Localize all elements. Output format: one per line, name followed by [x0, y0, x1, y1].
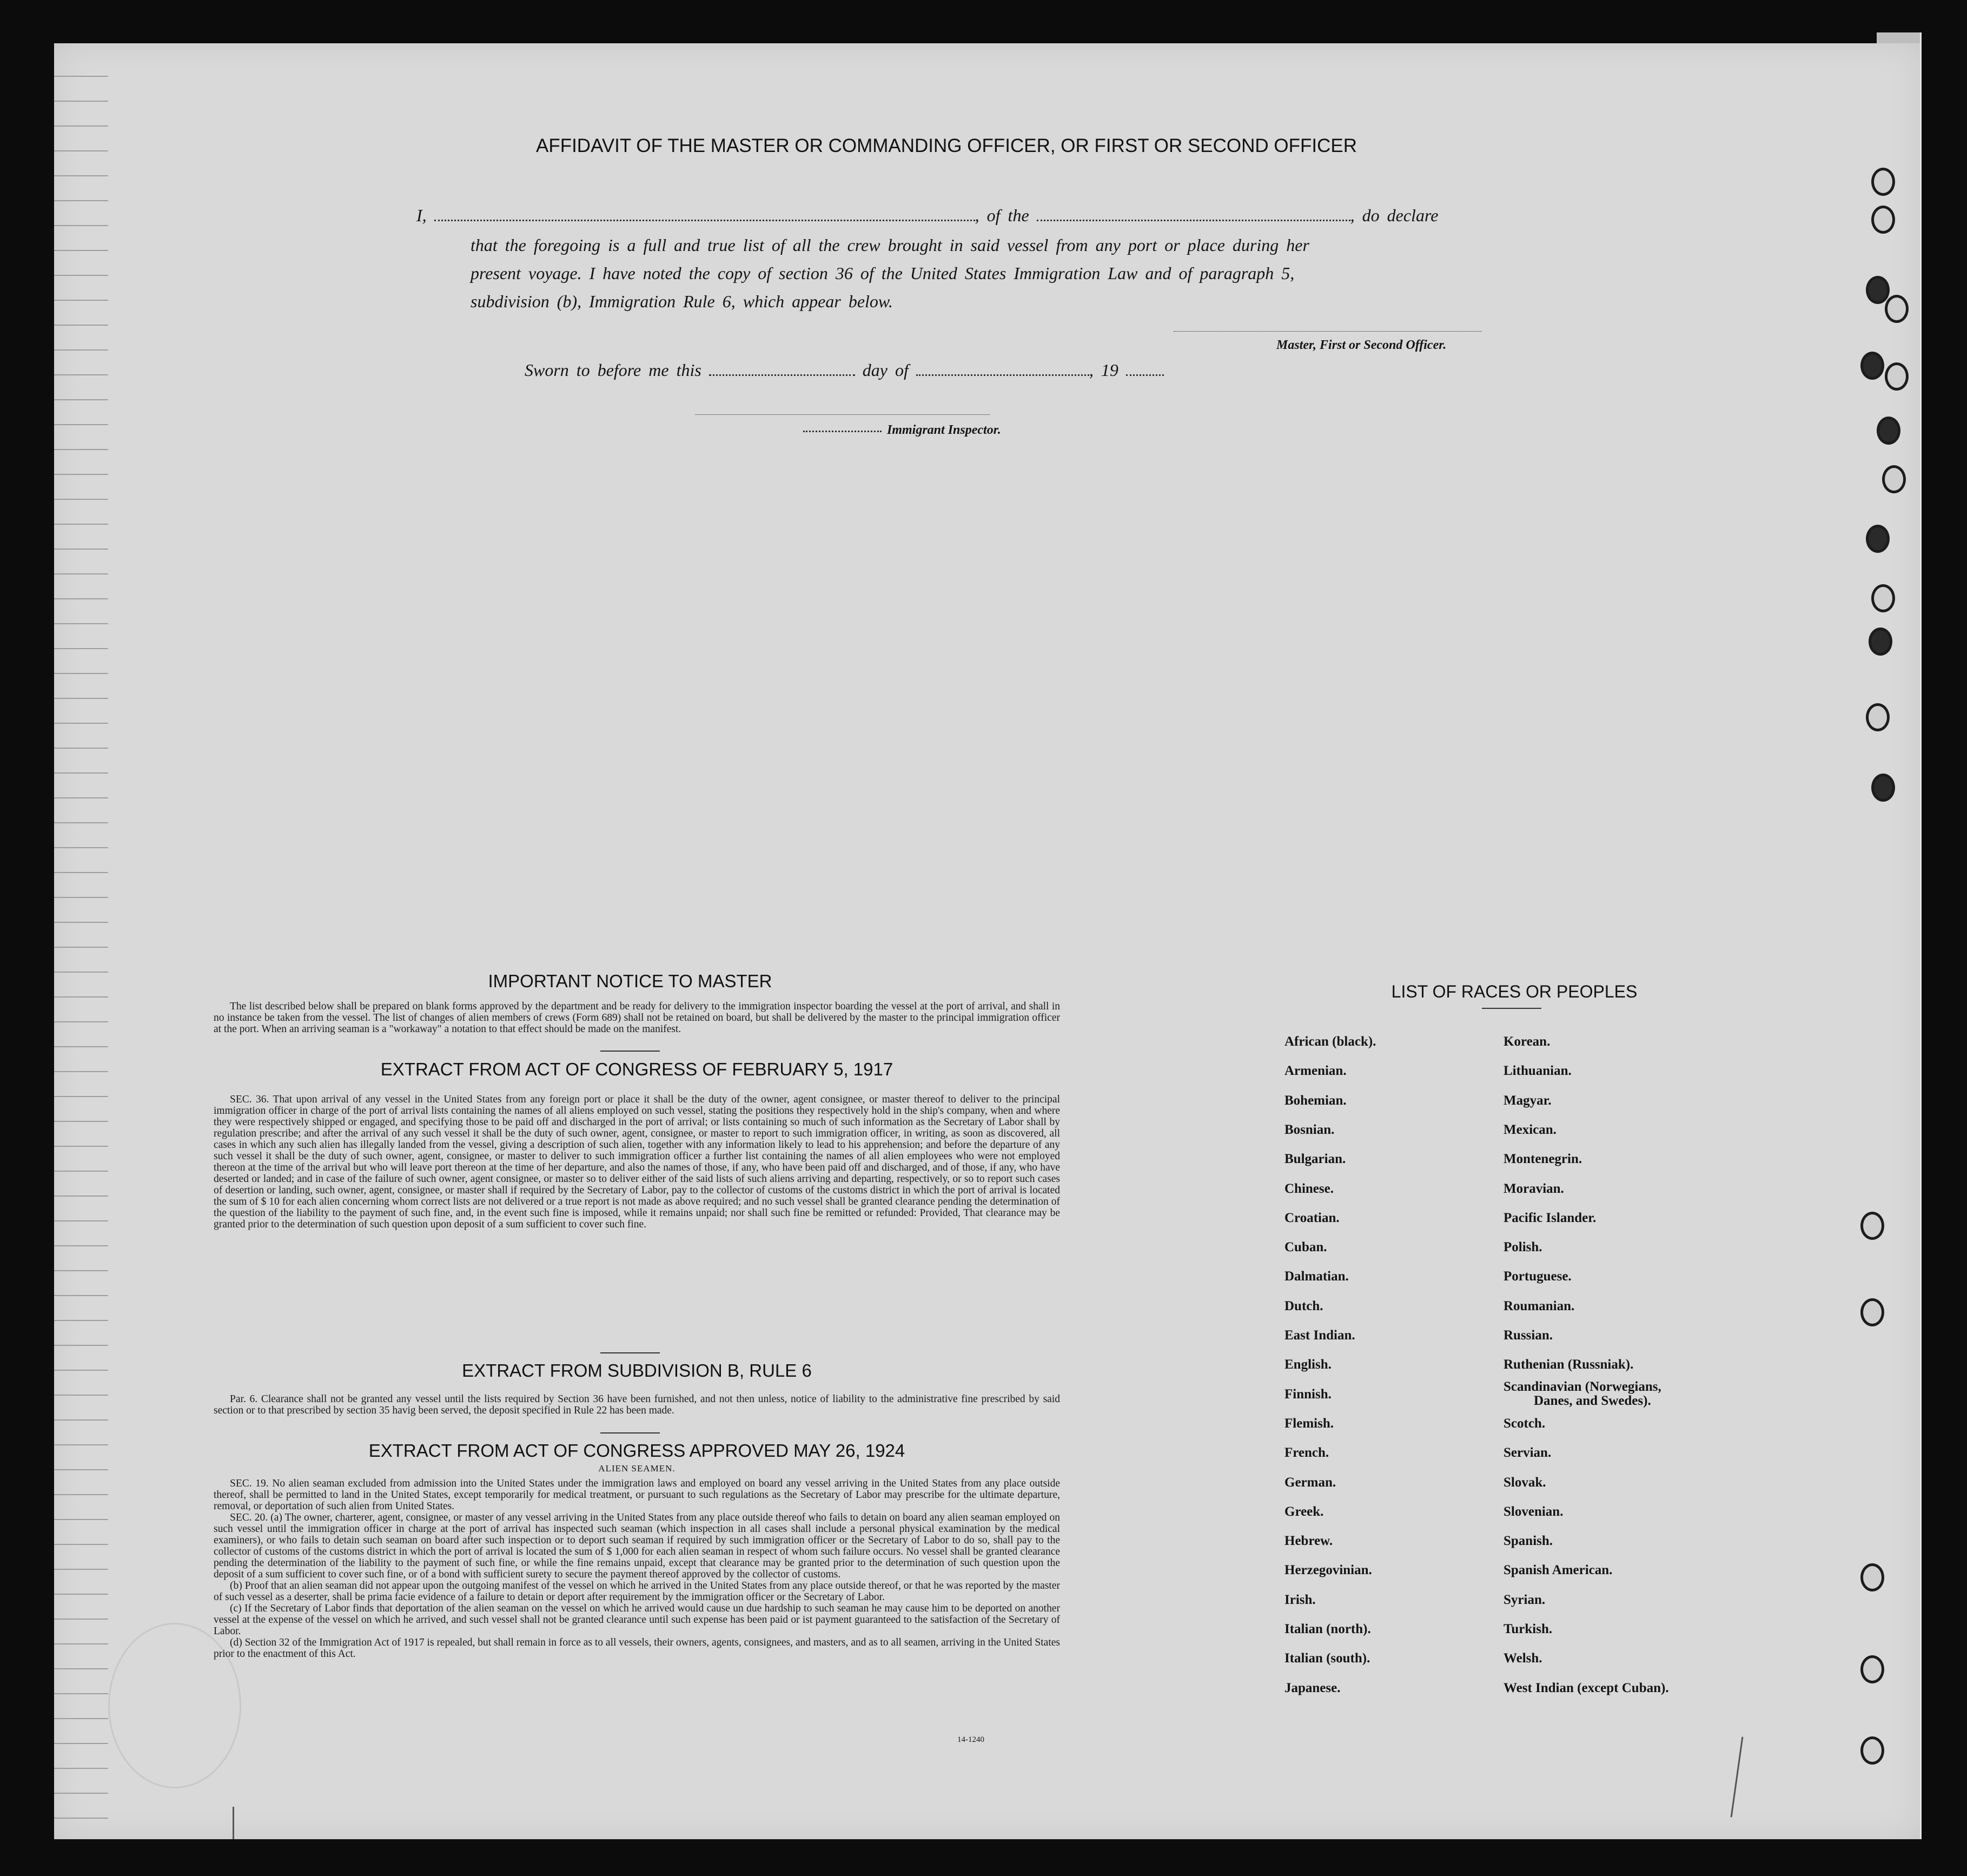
margin-rule-line — [54, 922, 108, 923]
race-item: Polish. — [1504, 1240, 1542, 1255]
margin-rule-line — [54, 325, 108, 326]
race-item: Spanish. — [1504, 1534, 1553, 1549]
margin-rule-line — [54, 598, 108, 599]
binder-hole-icon — [1860, 1736, 1884, 1765]
affidavit-declare: , do declare — [1350, 206, 1439, 225]
margin-rule-line — [54, 1444, 108, 1445]
alien-seamen-subtitle: ALIEN SEAMEN. — [598, 1463, 675, 1474]
race-item: Spanish American. — [1504, 1563, 1613, 1578]
margin-rule-line — [54, 673, 108, 674]
margin-rule-line — [54, 1220, 108, 1221]
name-blank — [434, 207, 975, 221]
margin-rule-line — [54, 1270, 108, 1271]
binder-hole-icon — [1877, 417, 1900, 445]
margin-rule-line — [54, 648, 108, 649]
margin-rule-line — [54, 1146, 108, 1147]
margin-rule-line — [54, 125, 108, 127]
margin-rule-line — [54, 1071, 108, 1072]
margin-rule-line — [54, 399, 108, 400]
sec20a-paragraph: SEC. 20. (a) The owner, charterer, agent, consignee, or master of any vessel arriving in the United States from any place outside thereof who fails to detain on board any alien seaman employed on such vessel until the immigration officer in charge at the port of arrival has inspected such seaman (which inspection in all cases shall include a personal physical examination by the medical examiners), or who fails to detain such seaman on board after such inspection or to deport such seaman if required by such immigration officer or the Secretary of Labor to do so, shall pay to the collector of customs of the customs district in which the port of arrival is located the sum of $ 1,000 for each alien seaman in respect of whom such failure occurs. No vessel shall be granted clearance pending the determination of the liability to the payment of such fine, or while the fine remains unpaid, except that clearance may be granted prior to the determination of such question upon the deposit of a sum sufficient to cover such fine, or of a bond with sufficient surety to secure the payment thereof approved by the collector of customs. — [214, 1512, 1060, 1580]
sworn-year: , 19 — [1089, 360, 1118, 380]
margin-rule-line — [54, 1469, 108, 1470]
margin-rule-line — [54, 847, 108, 848]
binder-hole-icon — [1882, 465, 1906, 493]
extract-1924-title: EXTRACT FROM ACT OF CONGRESS APPROVED MAY 26, 1924 — [368, 1441, 905, 1461]
race-item-continuation: Danes, and Swedes). — [1534, 1393, 1651, 1408]
rule6-paragraph: Par. 6. Clearance shall not be granted any vessel until the lists required by Section 36 have been furnished, and not then unless, notice of liability to the administrative fine prescribed by said section or to that prescribed by section 35 havig been served, the deposit specified in Rule 22 has been made. — [214, 1393, 1060, 1416]
race-item: German. — [1284, 1475, 1336, 1490]
race-item: Syrian. — [1504, 1592, 1546, 1607]
margin-rule-line — [54, 1743, 108, 1744]
binder-hole-icon — [1866, 276, 1890, 304]
signature-line — [1174, 330, 1482, 332]
margin-rule-line — [54, 996, 108, 998]
margin-rule-line — [54, 1320, 108, 1321]
binder-hole-icon — [1885, 362, 1909, 391]
race-item: Montenegrin. — [1504, 1152, 1582, 1167]
affidavit-of-the: , of the — [975, 206, 1029, 225]
margin-rule-line — [54, 275, 108, 276]
race-item: Slovenian. — [1504, 1504, 1564, 1519]
margin-rule-line — [54, 1096, 108, 1097]
signature-label: Master, First or Second Officer. — [1276, 338, 1447, 352]
binder-hole-icon — [1860, 1655, 1884, 1683]
binder-hole-icon — [1871, 584, 1895, 612]
binder-hole-icon — [1871, 168, 1895, 196]
notice-title: IMPORTANT NOTICE TO MASTER — [488, 971, 772, 991]
race-item: Italian (south). — [1284, 1651, 1370, 1666]
margin-rule-line — [54, 897, 108, 898]
sworn-line — [525, 360, 1164, 380]
margin-rule-line — [54, 1395, 108, 1396]
margin-rule-line — [54, 175, 108, 176]
binder-hole-icon — [1860, 1298, 1884, 1326]
race-item: Russian. — [1504, 1328, 1553, 1343]
margin-rule-line — [54, 1121, 108, 1122]
notice-paragraph: The list described below shall be prepared on blank forms approved by the department and be ready for delivery to the immigration inspector boarding the vessel at the port of arrival, and shall in no instance be taken from the vessel. The list of changes of alien members of crews (Form 689) shall not be retained on board, but shall be delivered by the master to the principal immigration officer at the port. When an arriving seaman is a "workaway" a notation to that effect should be made on the manifest. — [214, 1001, 1060, 1035]
race-item: Japanese. — [1284, 1680, 1341, 1695]
margin-rule-line — [54, 449, 108, 450]
notice-text — [214, 1001, 1060, 1035]
margin-rule-line — [54, 748, 108, 749]
sec20d-paragraph: (d) Section 32 of the Immigration Act of 1917 is repealed, but shall remain in force as to all vessels, their owners, agents, consignees, and masters, and as to all seamen, arriving in the United States prior to the enactment of this Act. — [214, 1637, 1060, 1660]
margin-rule-line — [54, 1345, 108, 1346]
binder-hole-icon — [1871, 774, 1895, 802]
extract-rule6-text — [214, 1393, 1060, 1416]
race-item: African (black). — [1284, 1034, 1376, 1049]
race-item: Hebrew. — [1284, 1534, 1333, 1549]
binder-hole-icon — [1860, 1212, 1884, 1240]
race-item: Scandinavian (Norwegians, Danes, and Swedes). — [1504, 1379, 1661, 1408]
margin-rule-line — [54, 1021, 108, 1022]
margin-rule-line — [54, 1693, 108, 1694]
race-item: Armenian. — [1284, 1063, 1347, 1079]
race-item: Dutch. — [1284, 1298, 1323, 1313]
inspector-signature-line — [695, 413, 990, 415]
section-36-paragraph: SEC. 36. That upon arrival of any vessel in the United States from any foreign port or place it shall be the duty of the owner, agent consignee, or master thereof to deliver to the principal immigration officer in charge of the port of arrival lists containing the names of all aliens employed on such vessel, stating the positions they respectively hold in the ship's company, when and where they were respectively shipped or engaged, and specifying those to be paid off and discharged in the port of arrival; or lists containing so much of such information as the Secretary of Labor shall by regulation prescribe; and after the arrival of any such vessel it shall be the duty of such owner, agent, consignee, or master to report to such immigration officer, in writing, as soon as discovered, all cases in which any such alien has illegally landed from the vessel, giving a description of such alien, together with any information likely to lead to his apprehension; and before the departure of any such vessel it shall be the duty of such owner, agent, consignee, or master to deliver to such immigration officer a further list containing the names of all alien employees who were not employed thereon at the time of the arrival but who will leave port thereon at the time of her departure, and also the names of those, if any, who have been paid off and discharged, and of those, if any, who have deserted or landed; and in case of the failure of such owner, agent consignee, or master so to deliver either of the said lists of such aliens arriving and departing, respectively, or so to report such cases of desertion or landing, such owner, agent, consignee, or master shall if required by the Secretary of Labor, pay to the collector of customs of the customs district in which the port of arrival is located the sum of $ 10 for each alien concerning whom correct lists are not delivered or a true report is not made as above required; and no such vessel shall be granted clearance pending the determination of the question of the liability to the payment of such fine, and, in the event such fine is imposed, while it remains unpaid; nor shall such fine be remitted or refunded: Provided, That clearance may be granted prior to the determination of such question upon deposit of a sum sufficient to cover such fine. — [214, 1094, 1060, 1230]
margin-rule-line — [54, 1793, 108, 1794]
margin-rule-line — [54, 349, 108, 351]
section-divider — [600, 1352, 660, 1353]
margin-rule-line — [54, 200, 108, 201]
race-item: Chinese. — [1284, 1181, 1334, 1196]
sworn-prefix: Sworn to before me this — [525, 360, 701, 380]
inspector-dots — [803, 431, 882, 432]
margin-rule-line — [54, 573, 108, 574]
race-item: Cuban. — [1284, 1240, 1327, 1255]
margin-rule-line — [54, 1046, 108, 1047]
race-item: Magyar. — [1504, 1093, 1552, 1108]
margin-rule-line — [54, 1295, 108, 1296]
race-item: Bohemian. — [1284, 1093, 1347, 1108]
binder-hole-icon — [1866, 703, 1890, 731]
margin-rule-line — [54, 424, 108, 425]
binder-hole-icon — [1866, 525, 1890, 553]
margin-rule-line — [54, 1768, 108, 1769]
race-item: Herzegovinian. — [1284, 1563, 1372, 1578]
binder-hole-icon — [1871, 206, 1895, 234]
affidavit-line-2: that the foregoing is a full and true list of all the crew brought in said vessel from any port or place during her — [471, 235, 1309, 255]
race-item: English. — [1284, 1357, 1332, 1372]
margin-rule-line — [54, 1245, 108, 1246]
binder-hole-icon — [1869, 627, 1892, 656]
race-item: Flemish. — [1284, 1416, 1334, 1431]
race-item: West Indian (except Cuban). — [1504, 1680, 1669, 1695]
margin-rule-line — [54, 76, 108, 77]
extract-1917-text — [214, 1094, 1060, 1230]
race-item: Ruthenian (Russniak). — [1504, 1357, 1634, 1372]
race-item: Servian. — [1504, 1445, 1552, 1461]
margin-rule-line — [54, 1718, 108, 1719]
binder-hole-icon — [1885, 295, 1909, 323]
sworn-month-blank — [916, 361, 1089, 376]
affidavit-line-3: present voyage. I have noted the copy of section 36 of the United States Immigration Law and of paragraph 5, — [471, 263, 1295, 283]
margin-rule-line — [54, 1619, 108, 1620]
margin-rule-line — [54, 374, 108, 375]
pencil-mark — [233, 1807, 234, 1839]
race-item: Mexican. — [1504, 1122, 1557, 1137]
document-page — [54, 43, 1920, 1839]
margin-rule-line — [54, 772, 108, 774]
extract-rule6-title: EXTRACT FROM SUBDIVISION B, RULE 6 — [462, 1360, 812, 1380]
margin-rule-line — [54, 225, 108, 226]
race-item: East Indian. — [1284, 1328, 1355, 1343]
sworn-day-of: day of — [862, 360, 909, 380]
margin-rule-line — [54, 250, 108, 251]
margin-rule-line — [54, 101, 108, 102]
binder-hole-icon — [1860, 1563, 1884, 1591]
race-item: Roumanian. — [1504, 1298, 1575, 1313]
races-title-underline — [1482, 1008, 1541, 1009]
race-item: Italian (north). — [1284, 1622, 1371, 1636]
race-item: Slovak. — [1504, 1475, 1546, 1490]
margin-rule-line — [54, 723, 108, 724]
vessel-blank — [1037, 207, 1350, 221]
margin-rule-line — [54, 300, 108, 301]
margin-rule-line — [54, 822, 108, 823]
form-number: 14-1240 — [957, 1735, 984, 1744]
margin-rule-line — [54, 499, 108, 500]
race-item: Portuguese. — [1504, 1269, 1572, 1284]
sec19-paragraph: SEC. 19. No alien seaman excluded from admission into the United States under the immigration laws and employed on board any vessel arriving in the United States from any place outside thereof, shall be permitted to land in the United States, except temporarily for medical treatment, or pursuant to such regulations as the Secretary of Labor may prescribe for the ultimate departure, removal, or deportation of such alien from United States. — [214, 1478, 1060, 1512]
margin-rule-line — [54, 1195, 108, 1197]
affidavit-i: I, — [416, 206, 427, 225]
section-divider — [600, 1432, 660, 1434]
races-title: LIST OF RACES OR PEOPLES — [1391, 982, 1638, 1001]
margin-rule-line — [54, 1494, 108, 1495]
margin-rule-line — [54, 972, 108, 973]
margin-rule-line — [54, 1818, 108, 1819]
inspector-label: Immigrant Inspector. — [887, 423, 1001, 437]
margin-rule-line — [54, 1171, 108, 1172]
race-item: Bosnian. — [1284, 1122, 1335, 1137]
margin-rule-line — [54, 1419, 108, 1421]
margin-rule-line — [54, 872, 108, 873]
margin-rule-line — [54, 474, 108, 475]
race-item: Greek. — [1284, 1504, 1324, 1519]
race-item: Korean. — [1504, 1034, 1551, 1049]
race-item: Turkish. — [1504, 1622, 1553, 1636]
affidavit-title: AFFIDAVIT OF THE MASTER OR COMMANDING OFFICER, OR FIRST OR SECOND OFFICER — [535, 135, 1357, 156]
race-item: Scotch. — [1504, 1416, 1546, 1431]
margin-rule-line — [54, 524, 108, 525]
margin-rule-line — [54, 1569, 108, 1570]
margin-rule-line — [54, 1370, 108, 1371]
sworn-day-blank — [709, 361, 855, 376]
affidavit-line-4: subdivision (b), Immigration Rule 6, which appear below. — [471, 292, 893, 311]
margin-rule-line — [54, 698, 108, 699]
margin-rule-line — [54, 1643, 108, 1644]
race-item: Irish. — [1284, 1592, 1316, 1607]
race-item: Welsh. — [1504, 1651, 1542, 1666]
race-item: Lithuanian. — [1504, 1063, 1572, 1079]
margin-rule-line — [54, 1594, 108, 1595]
race-item: Bulgarian. — [1284, 1152, 1346, 1167]
margin-rule-line — [54, 1519, 108, 1520]
race-item: Croatian. — [1284, 1210, 1340, 1225]
sworn-year-blank — [1126, 361, 1164, 376]
race-item: Pacific Islander. — [1504, 1210, 1597, 1225]
margin-rule-line — [54, 549, 108, 550]
race-item: Dalmatian. — [1284, 1269, 1349, 1284]
affidavit-line-1 — [416, 206, 1438, 226]
section-divider — [600, 1051, 660, 1052]
race-item: Moravian. — [1504, 1181, 1564, 1196]
margin-rule-line — [54, 797, 108, 798]
extract-1917-title: EXTRACT FROM ACT OF CONGRESS OF FEBRUARY 5, 1917 — [380, 1059, 893, 1079]
race-item: Finnish. — [1284, 1386, 1332, 1402]
margin-rule-line — [54, 1668, 108, 1669]
sec20b-paragraph: (b) Proof that an alien seaman did not appear upon the outgoing manifest of the vessel on which he arrived in the United States from any place outside thereof, or that he was reported by the master of such vessel as a deserter, shall be prima facie evidence of a failure to detain or deport after requirement by the immigration officer or the Secretary of Labor. — [214, 1580, 1060, 1603]
pencil-mark — [1731, 1737, 1744, 1818]
binder-hole-icon — [1860, 352, 1884, 380]
race-item: French. — [1284, 1445, 1329, 1461]
margin-rule-line — [54, 947, 108, 948]
margin-rule-line — [54, 623, 108, 624]
margin-rule-line — [54, 1544, 108, 1545]
sec20c-paragraph: (c) If the Secretary of Labor finds that deportation of the alien seaman on the vessel on which he arrived would cause un due hardship to such seaman he may cause him to be deported on another vessel at the expense of the vessel on which he arrived, and such vessel shall not be granted clearance until such expense has been paid or ist payment guaranteed to the satisfaction of the Secretary of Labor. — [214, 1603, 1060, 1637]
extract-1924-text — [214, 1478, 1060, 1660]
